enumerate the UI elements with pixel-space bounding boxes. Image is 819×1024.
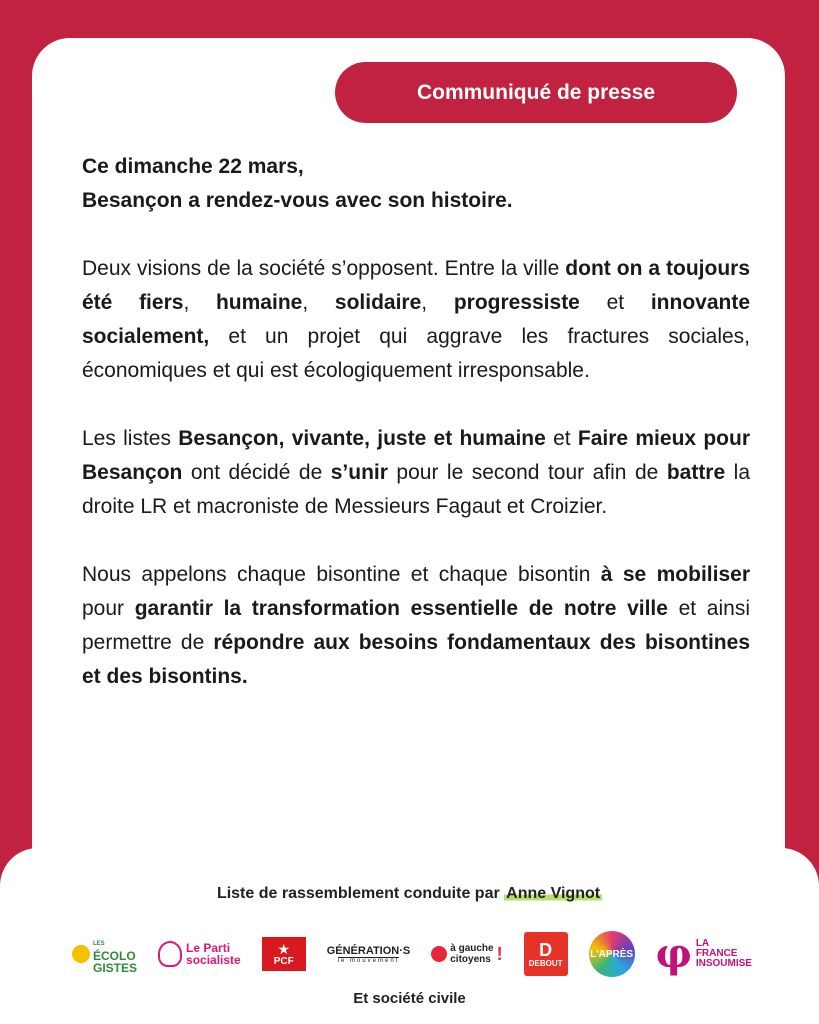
bold-run: innovante socialement, [82,291,751,348]
text-run: et [579,291,651,314]
logo-debout [524,932,568,976]
text-run: et un projet qui aggrave les fractures sociales, économiques et qui est écologiquement irresponsable. [82,325,750,382]
logo-text: citoyens [450,954,491,965]
bold-run: s’unir [330,461,388,484]
press-release-card [32,38,785,858]
press-release-badge [335,62,737,123]
text-run: Nous appelons chaque bisontine et chaque bisontin [82,563,601,586]
list-leader-prefix: Liste de rassemblement conduite par [216,885,505,902]
text-run: pour [82,597,135,620]
press-release-body [82,150,750,728]
logo-text: socialiste [186,953,241,967]
paragraph-3 [82,558,750,694]
logo-text: INSOUMISE [695,958,752,969]
bold-run: répondre aux besoins fondamentaux des bisontines et des bisontins. [82,631,750,688]
logo-text: DEBOUT [528,958,563,968]
bold-run: humaine [215,291,303,314]
text-run: , [302,291,335,314]
text-run: et ainsi permettre de [82,597,750,654]
logo-text: GISTES [93,960,138,975]
text-run: pour le second tour afin de [387,461,667,484]
logo-a-gauche-citoyens [431,929,502,979]
logo-pcf [262,937,306,971]
list-leader-line [0,885,819,903]
text-run: Deux visions de la société s’opposent. Entre la ville [82,257,566,280]
logo-text: FRANCE [695,948,738,959]
logo-text: à gauche [450,943,494,954]
bold-run: Besançon, vivante, juste et humaine [178,427,546,450]
text-run: et [545,427,578,450]
civil-society-label: Et société civile [353,990,466,1007]
headline-line-1: Ce dimanche 22 mars, [82,155,304,178]
list-leader-name: Anne Vignot [506,885,601,902]
headline [82,150,750,218]
sun-icon [72,945,90,963]
bold-run: garantir la transformation essentielle de notre ville [134,597,668,620]
badge-label: Communiqué de presse [416,80,656,104]
bold-run: dont on a toujours été fiers [82,257,750,314]
logo-la-france-insoumise [656,929,752,979]
text-run: la droite LR et macroniste de Messieurs Fagaut et Croizier. [82,461,750,518]
party-logos [72,928,752,980]
logo-parti-socialiste [158,929,241,979]
star-icon: ★ [277,940,290,957]
headline-line-2: Besançon a rendez-vous avec son histoire. [82,189,513,212]
heart-icon [431,946,447,962]
rose-icon [158,941,182,967]
text-run: , [183,291,216,314]
text-run: , [421,291,454,314]
paragraph-1 [82,252,750,388]
bold-run: progressiste [453,291,580,314]
exclamation-icon: ! [496,943,503,964]
logo-text: L'APRÈS [590,948,634,960]
phi-icon: φ [655,930,692,977]
bold-run: battre [666,461,726,484]
bold-run: Faire mieux pour Besançon [82,427,751,484]
bold-run: à se mobiliser [600,563,750,586]
logo-text: LA [695,938,710,949]
bold-run: solidaire [334,291,422,314]
logo-les-ecologistes [72,929,137,979]
logo-text: ÉCOLO [93,948,136,963]
logo-text: PCF [273,955,294,967]
text-run: ont décidé de [182,461,331,484]
logo-generations [327,929,411,979]
civil-society-line [0,990,819,1007]
logo-text: GÉNÉRATION·S [326,944,411,957]
logo-text: Le Parti [186,941,231,955]
logo-lapres [589,931,635,977]
text-run: Les listes [82,427,179,450]
logo-text: le mouvement [337,957,400,964]
logo-text: D [539,939,553,960]
paragraph-2 [82,422,750,524]
footer-panel [0,848,819,1024]
logo-text: LES [93,940,105,947]
